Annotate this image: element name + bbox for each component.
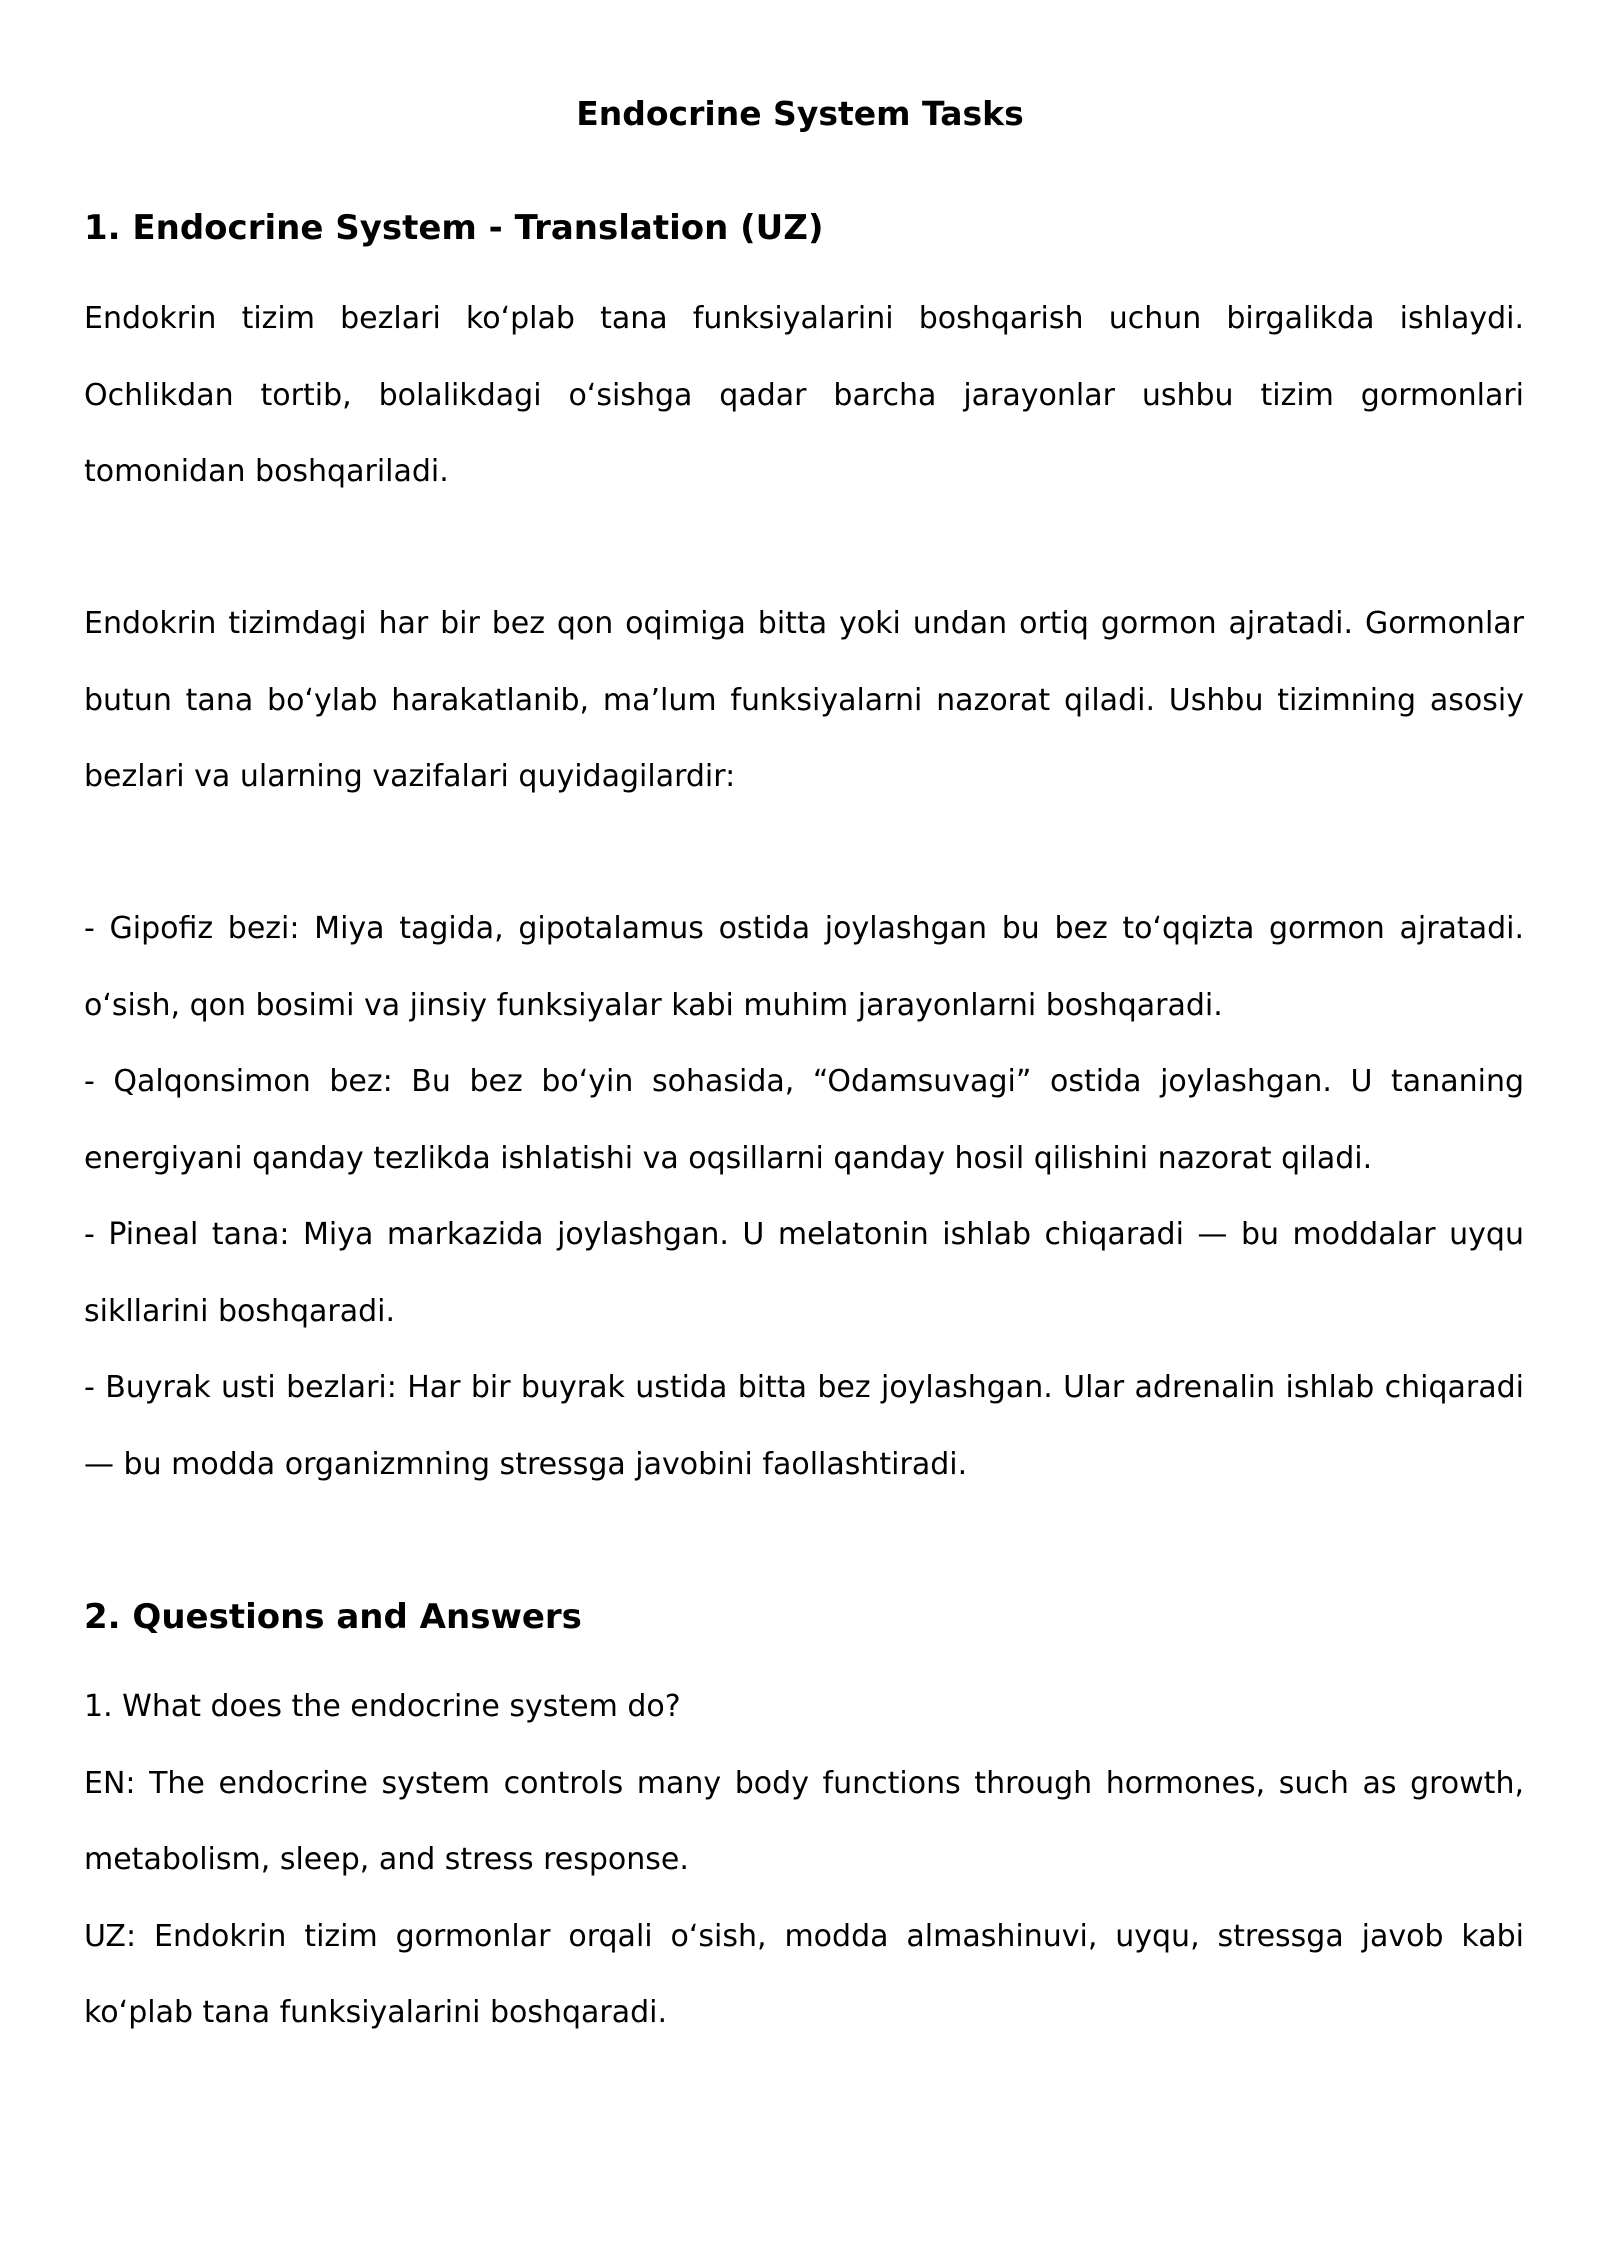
answer-en-line: metabolism, sleep, and stress response. [84, 1842, 689, 1877]
answer-uz-line: UZ: Endokrin tizim gormonlar orqali o‘sish, modda almashinuvi, uyqu, stressga javob kabi [84, 1918, 1524, 1954]
answer-en-line: EN: The endocrine system controls many body functions through hormones, such as growth, [84, 1765, 1524, 1801]
gland-list [84, 891, 1524, 1503]
section-heading-translation: 1. Endocrine System - Translation (UZ) [84, 208, 824, 248]
list-item-line: - Buyrak usti bezlari: Har bir buyrak ustida bitta bez joylashgan. Ular adrenalin ishlab chiqaradi [84, 1370, 1524, 1405]
paragraph-line: Endokrin tizim bezlari ko‘plab tana funksiyalarini boshqarish uchun birgalikda ishlaydi. [84, 301, 1524, 336]
list-item-line: o‘sish, qon bosimi va jinsiy funksiyalar kabi muhim jarayonlarni boshqaradi. [84, 987, 1223, 1023]
list-item-line: - Qalqonsimon bez: Bu bez bo‘yin sohasida, “Odamsuvagi” ostida joylashgan. U tananing [84, 1064, 1524, 1099]
paragraph-line: butun tana bo‘ylab harakatlanib, ma’lum funksiyalarni nazorat qiladi. Ushbu tizimning asosiy [84, 682, 1524, 718]
list-item-line: sikllarini boshqaradi. [84, 1293, 396, 1329]
list-item-line: - Pineal tana: Miya markazida joylashgan. U melatonin ishlab chiqaradi — bu moddalar uyqu [84, 1217, 1524, 1252]
paragraph-line: Endokrin tizimdagi har bir bez qon oqimiga bitta yoki undan ortiq gormon ajratadi. Gormonlar [84, 606, 1524, 641]
list-item-line: — bu modda organizmning stressga javobini faollashtiradi. [84, 1446, 968, 1482]
list-item-line: energiyani qanday tezlikda ishlatishi va oqsillarni qanday hosil qilishini nazorat qiladi. [84, 1140, 1373, 1176]
answer-uz-line: ko‘plab tana funksiyalarini boshqaradi. [84, 1995, 668, 2030]
qa-block [84, 1669, 1524, 2052]
question-line: 1. What does the endocrine system do? [84, 1689, 681, 1724]
paragraph-line: bezlari va ularning vazifalari quyidagilardir: [84, 759, 736, 794]
paragraph-line: Ochlikdan tortib, bolalikdagi o‘sishga qadar barcha jarayonlar ushbu tizim gormonlari [84, 377, 1524, 413]
list-item-line: - Gipofiz bezi: Miya tagida, gipotalamus ostida joylashgan bu bez to‘qqizta gormon ajratadi. [84, 911, 1524, 946]
paragraph-line: tomonidan boshqariladi. [84, 454, 449, 489]
document-title: Endocrine System Tasks [576, 94, 1024, 133]
paragraph-glands [84, 586, 1524, 816]
paragraph-intro [84, 281, 1524, 511]
section-heading-qa: 2. Questions and Answers [84, 1597, 582, 1637]
